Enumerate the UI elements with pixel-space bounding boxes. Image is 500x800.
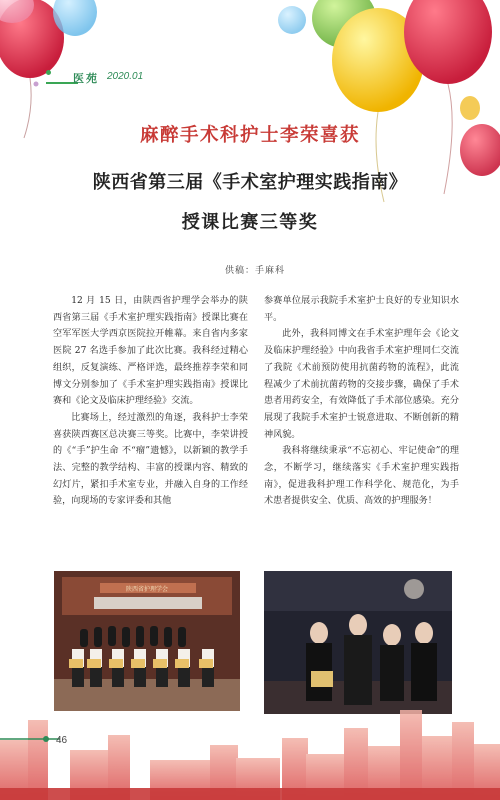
issue-date: 2020.01 xyxy=(107,71,144,82)
city-skyline-decoration xyxy=(0,680,500,800)
body-left-column xyxy=(53,293,248,510)
section-name: 医苑 xyxy=(73,72,99,85)
paragraph: 我科将继续秉承“不忘初心、牢记使命”的理念，不断学习，继续落实《手术室护理实践指南》，促进我科护理工作科学化、规范化，为手术患者提供安全、优质、高效的护理服务！ xyxy=(264,446,459,507)
balloon-decoration xyxy=(0,0,500,240)
title-line-2: 陕西省第三届《手术室护理实践指南》 xyxy=(92,172,408,193)
title-line-3: 授课比赛三等奖 xyxy=(181,212,319,233)
banner-text: 陕西省护理学会 xyxy=(125,586,169,593)
title-line-1: 麻醉手术科护士李荣喜获 xyxy=(139,125,360,146)
byline: 供稿：手麻科 xyxy=(225,266,286,276)
page-number: 46 xyxy=(56,735,68,746)
paragraph: 此外，我科同博文在手术室护理年会《论文及临床护理经验》中向我省手术室护理同仁交流了我院《术前预防使用抗菌药物的流程》，此流程减少了术前抗菌药物的交接步骤，确保了手术患者用药安全，有效降低了手术部位感染。充分展现了我院手术室护士锐意进取、不断创新的精神风貌。 xyxy=(264,329,459,440)
paragraph-continued: 参赛单位展示我院手术室护士良好的专业知识水平。 xyxy=(264,296,459,323)
paragraph: 12 月 15 日，由陕西省护理学会举办的陕西省第三届《手术室护理实践指南》授课比赛在空军军医大学西京医院拉开帷幕。来自省内多家医院 27 名选手参加了此次比赛。我科经过精心组织，反复演练、严格评选，最终推荐李荣和同博文分别参加了《手术室护理实践指南》授课比赛和《论文及临床护理经验》交流。 xyxy=(53,296,248,407)
body-right-column xyxy=(264,293,459,510)
paragraph: 比赛场上，经过激烈的角逐，我科护士李荣喜获陕西赛区总决赛三等奖。比赛中，李荣讲授的《“手”护生命 不“瘤”遗憾》，以新颖的教学手法、完整的教学结构、丰富的授课内容、精致的幻灯片，紧扣手术室专业，并融入自身的工作经验，向现场的专家评委和其他 xyxy=(53,412,248,507)
header-dot xyxy=(46,70,51,75)
